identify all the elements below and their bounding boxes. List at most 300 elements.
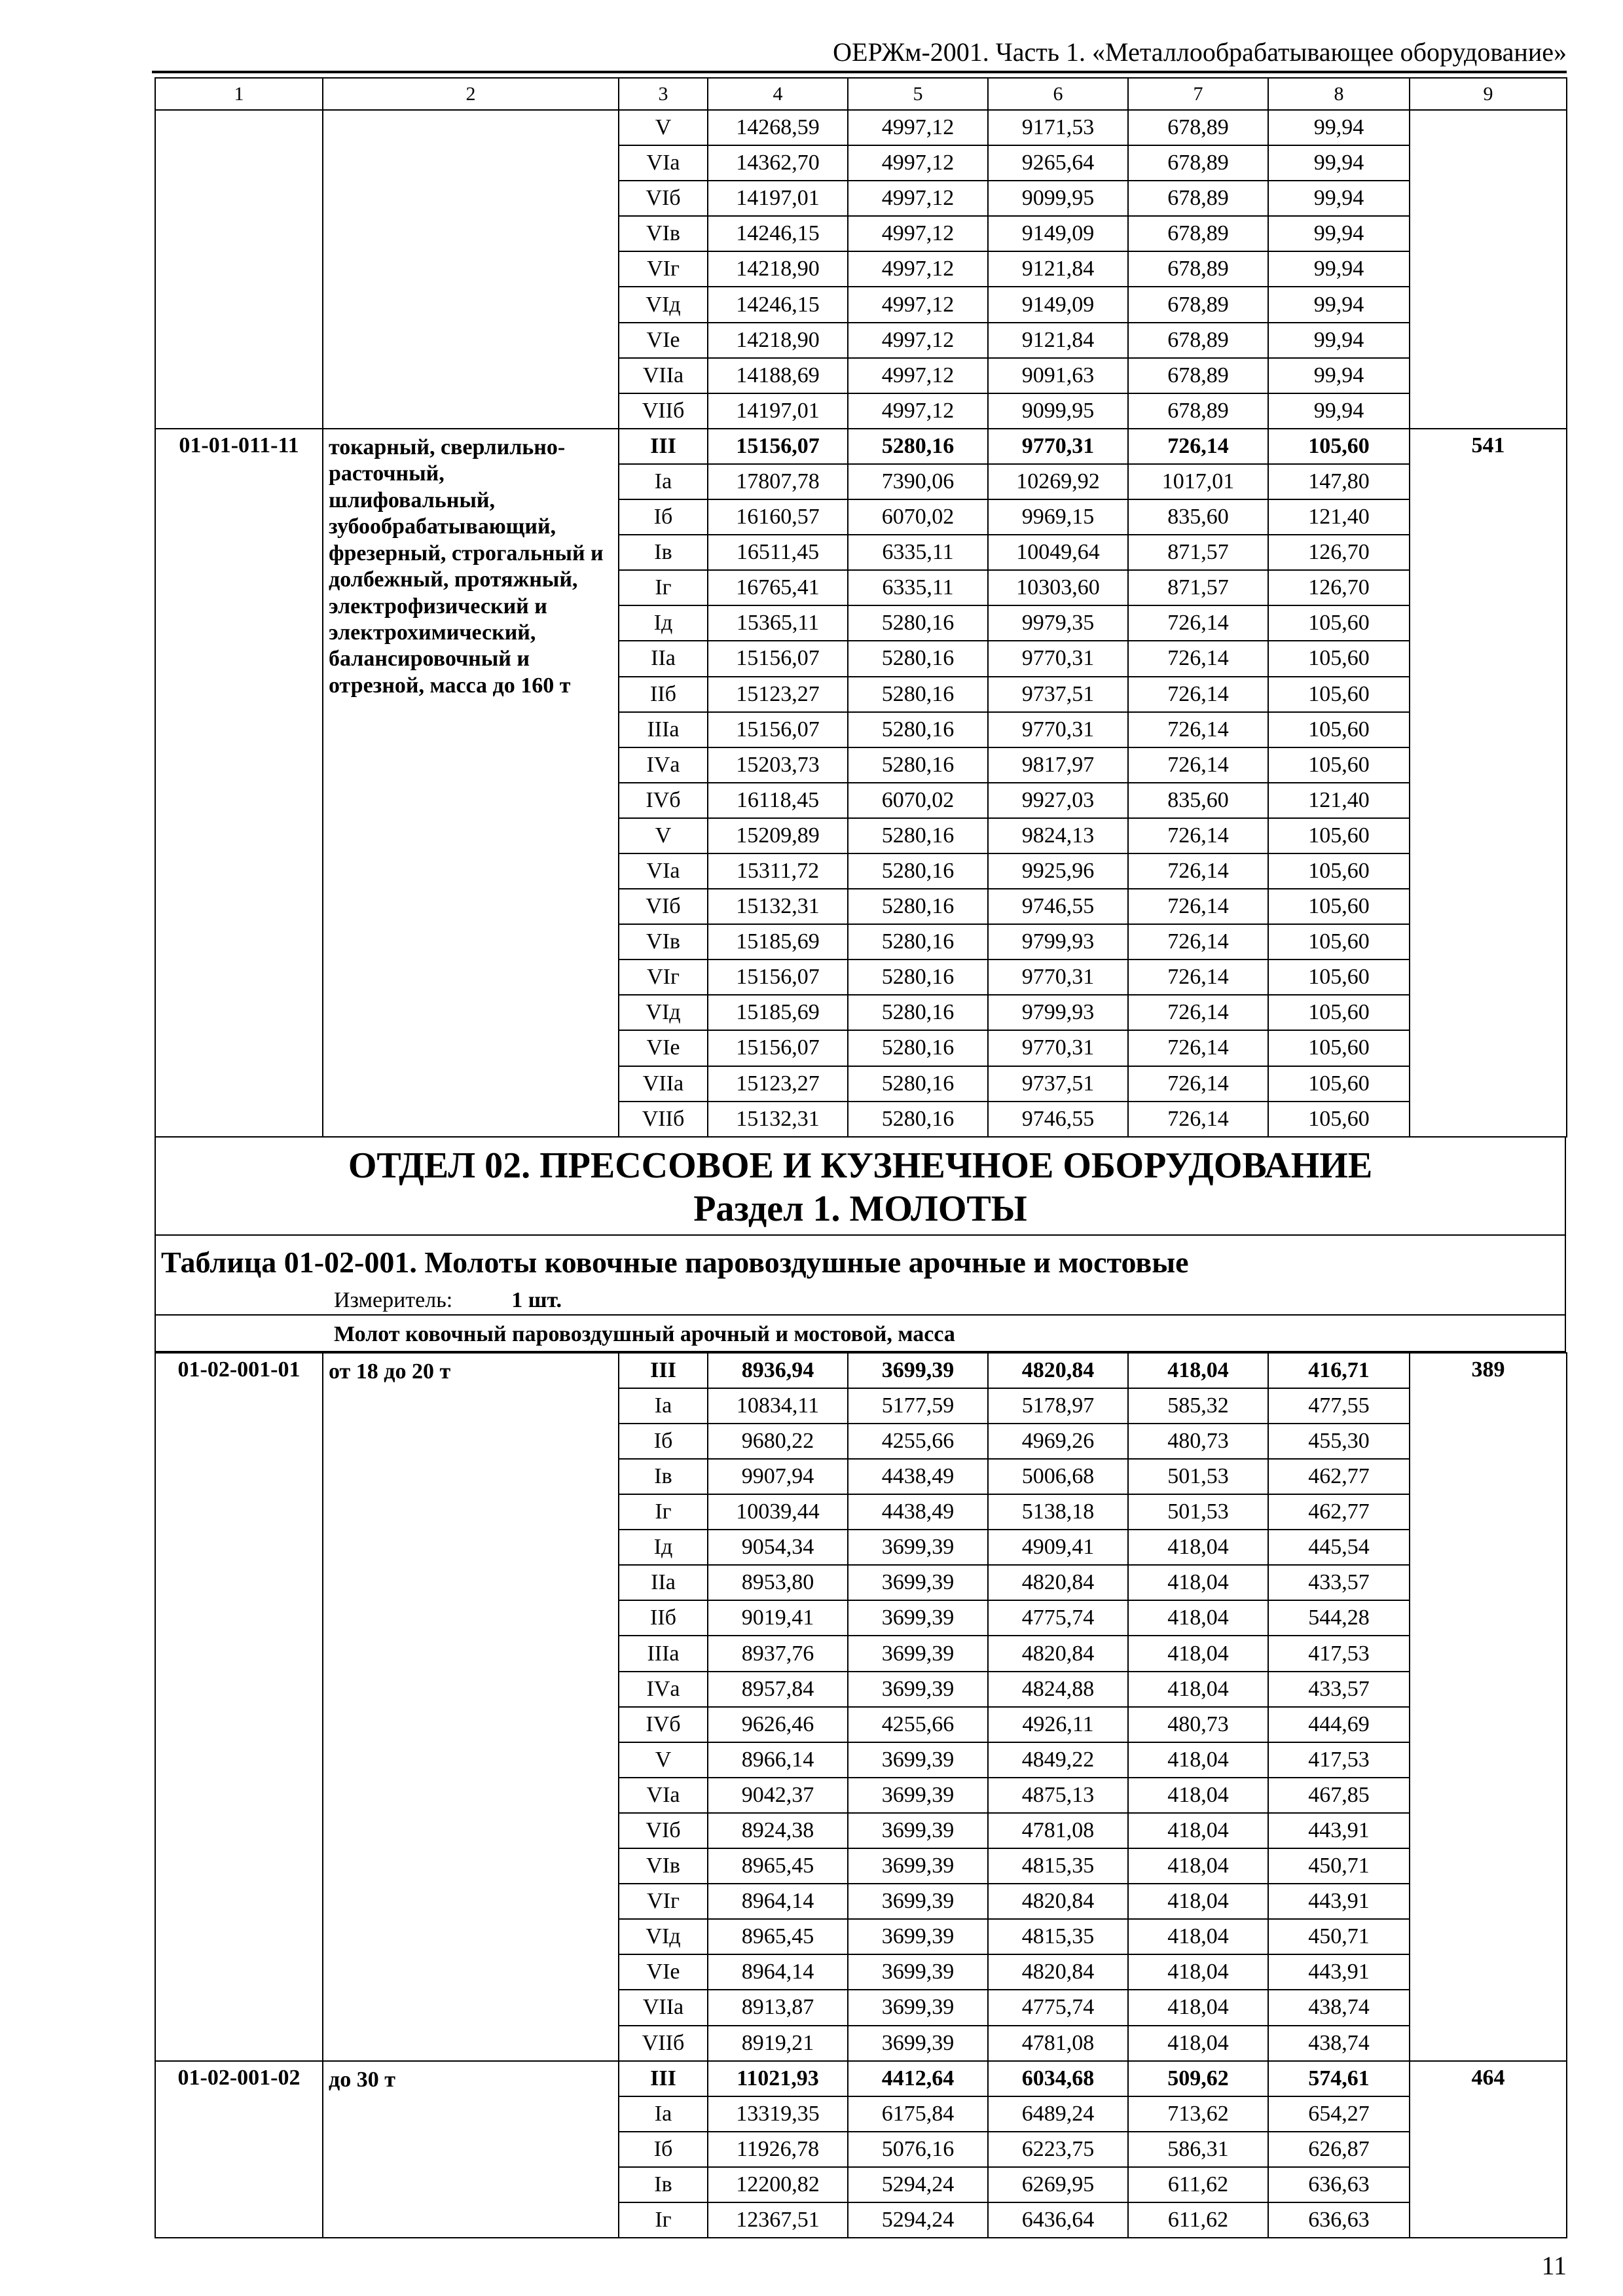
value-cell: 4997,12: [848, 181, 988, 216]
value-cell: 9091,63: [988, 358, 1128, 393]
value-cell: 9799,93: [988, 924, 1128, 960]
zone-cell: IIа: [619, 1565, 708, 1600]
value-cell: 3699,39: [848, 1742, 988, 1778]
zone-cell: VIа: [619, 853, 708, 889]
value-cell: 444,69: [1268, 1707, 1410, 1742]
value-cell: 418,04: [1128, 1778, 1268, 1813]
item-price-cell: [1410, 110, 1567, 429]
value-cell: 726,14: [1128, 1030, 1268, 1066]
value-cell: 8937,76: [708, 1636, 848, 1671]
zone-cell: VIд: [619, 995, 708, 1030]
value-cell: 5177,59: [848, 1388, 988, 1424]
table-title: Таблица 01-02-001. Молоты ковочные паровоздушные арочные и мостовые: [161, 1245, 1189, 1279]
item-name-cell: от 18 до 20 т: [323, 1353, 619, 2061]
value-cell: 14218,90: [708, 251, 848, 287]
value-cell: 4820,84: [988, 1353, 1128, 1388]
section-title: ОТДЕЛ 02. ПРЕССОВОЕ И КУЗНЕЧНОЕ ОБОРУДОВАНИЕ: [348, 1145, 1373, 1186]
value-cell: 455,30: [1268, 1424, 1410, 1459]
table-row: [155, 429, 1567, 464]
value-cell: 105,60: [1268, 641, 1410, 676]
zone-cell: Iг: [619, 1494, 708, 1530]
zone-cell: VIе: [619, 1954, 708, 1990]
value-cell: 3699,39: [848, 1636, 988, 1671]
column-number: 4: [708, 78, 848, 110]
value-cell: 9969,15: [988, 499, 1128, 535]
value-cell: 12200,82: [708, 2167, 848, 2202]
value-cell: 15156,07: [708, 1030, 848, 1066]
value-cell: 9746,55: [988, 889, 1128, 924]
value-cell: 9979,35: [988, 605, 1128, 641]
value-cell: 678,89: [1128, 181, 1268, 216]
column-number: 6: [988, 78, 1128, 110]
value-cell: 4775,74: [988, 1990, 1128, 2025]
value-cell: 433,57: [1268, 1565, 1410, 1600]
value-cell: 418,04: [1128, 1990, 1268, 2025]
value-cell: 9824,13: [988, 818, 1128, 853]
value-cell: 11021,93: [708, 2061, 848, 2096]
value-cell: 4849,22: [988, 1742, 1128, 1778]
value-cell: 6034,68: [988, 2061, 1128, 2096]
value-cell: 4815,35: [988, 1848, 1128, 1884]
zone-cell: Iа: [619, 464, 708, 499]
value-cell: 6335,11: [848, 535, 988, 570]
value-cell: 105,60: [1268, 747, 1410, 783]
zone-cell: VIIб: [619, 1102, 708, 1137]
value-cell: 12367,51: [708, 2202, 848, 2238]
value-cell: 8965,45: [708, 1919, 848, 1954]
value-cell: 418,04: [1128, 1919, 1268, 1954]
value-cell: 467,85: [1268, 1778, 1410, 1813]
value-cell: 9099,95: [988, 181, 1128, 216]
value-cell: 105,60: [1268, 677, 1410, 712]
value-cell: 5280,16: [848, 995, 988, 1030]
value-cell: 5006,68: [988, 1459, 1128, 1494]
value-cell: 501,53: [1128, 1494, 1268, 1530]
value-cell: 99,94: [1268, 323, 1410, 358]
value-cell: 147,80: [1268, 464, 1410, 499]
value-cell: 16160,57: [708, 499, 848, 535]
unit-line: [334, 1288, 562, 1313]
value-cell: 626,87: [1268, 2132, 1410, 2167]
header-divider: [152, 71, 1567, 73]
value-cell: 5294,24: [848, 2167, 988, 2202]
value-cell: 105,60: [1268, 712, 1410, 747]
value-cell: 3699,39: [848, 1530, 988, 1565]
value-cell: 9121,84: [988, 251, 1128, 287]
value-cell: 4255,66: [848, 1424, 988, 1459]
zone-cell: IVа: [619, 1672, 708, 1707]
zone-cell: Iг: [619, 570, 708, 605]
value-cell: 3699,39: [848, 1848, 988, 1884]
value-cell: 16511,45: [708, 535, 848, 570]
item-name-cell: до 30 т: [323, 2061, 619, 2238]
value-cell: 11926,78: [708, 2132, 848, 2167]
value-cell: 6070,02: [848, 783, 988, 818]
value-cell: 14362,70: [708, 145, 848, 181]
value-cell: 9149,09: [988, 216, 1128, 251]
value-cell: 417,53: [1268, 1742, 1410, 1778]
item-price-cell: 464: [1410, 2061, 1567, 2238]
value-cell: 5294,24: [848, 2202, 988, 2238]
value-cell: 8919,21: [708, 2026, 848, 2061]
zone-cell: Iв: [619, 535, 708, 570]
zone-cell: IIIа: [619, 1636, 708, 1671]
value-cell: 121,40: [1268, 783, 1410, 818]
value-cell: 9746,55: [988, 1102, 1128, 1137]
value-cell: 4255,66: [848, 1707, 988, 1742]
value-cell: 5178,97: [988, 1388, 1128, 1424]
value-cell: 3699,39: [848, 2026, 988, 2061]
value-cell: 15311,72: [708, 853, 848, 889]
value-cell: 9737,51: [988, 677, 1128, 712]
value-cell: 5280,16: [848, 605, 988, 641]
value-cell: 99,94: [1268, 358, 1410, 393]
value-cell: 443,91: [1268, 1813, 1410, 1848]
value-cell: 9121,84: [988, 323, 1128, 358]
value-cell: 433,57: [1268, 1672, 1410, 1707]
value-cell: 4997,12: [848, 145, 988, 181]
value-cell: 5280,16: [848, 924, 988, 960]
zone-cell: VIа: [619, 1778, 708, 1813]
zone-cell: Iг: [619, 2202, 708, 2238]
value-cell: 8957,84: [708, 1672, 848, 1707]
value-cell: 105,60: [1268, 1066, 1410, 1102]
value-cell: 126,70: [1268, 570, 1410, 605]
value-cell: 5076,16: [848, 2132, 988, 2167]
value-cell: 16118,45: [708, 783, 848, 818]
zone-cell: VIб: [619, 1813, 708, 1848]
value-cell: 678,89: [1128, 393, 1268, 429]
value-cell: 835,60: [1128, 783, 1268, 818]
table-row: [155, 1353, 1567, 1388]
zone-cell: IIа: [619, 641, 708, 676]
value-cell: 713,62: [1128, 2096, 1268, 2132]
value-cell: 8924,38: [708, 1813, 848, 1848]
value-cell: 5280,16: [848, 712, 988, 747]
value-cell: 105,60: [1268, 960, 1410, 995]
zone-cell: V: [619, 818, 708, 853]
value-cell: 10269,92: [988, 464, 1128, 499]
value-cell: 726,14: [1128, 605, 1268, 641]
section-subtitle: Раздел 1. МОЛОТЫ: [693, 1188, 1027, 1229]
value-cell: 726,14: [1128, 677, 1268, 712]
value-cell: 9054,34: [708, 1530, 848, 1565]
value-cell: 9626,46: [708, 1707, 848, 1742]
value-cell: 574,61: [1268, 2061, 1410, 2096]
zone-cell: VIIа: [619, 1066, 708, 1102]
value-cell: 418,04: [1128, 2026, 1268, 2061]
value-cell: 9817,97: [988, 747, 1128, 783]
value-cell: 678,89: [1128, 287, 1268, 322]
table-title-block: [155, 1236, 1566, 1316]
zone-cell: VIе: [619, 1030, 708, 1066]
value-cell: 678,89: [1128, 251, 1268, 287]
value-cell: 99,94: [1268, 393, 1410, 429]
zone-cell: Iб: [619, 499, 708, 535]
value-cell: 14218,90: [708, 323, 848, 358]
value-cell: 678,89: [1128, 110, 1268, 145]
value-cell: 15123,27: [708, 677, 848, 712]
value-cell: 509,62: [1128, 2061, 1268, 2096]
value-cell: 726,14: [1128, 995, 1268, 1030]
value-cell: 6335,11: [848, 570, 988, 605]
value-cell: 6175,84: [848, 2096, 988, 2132]
value-cell: 418,04: [1128, 1884, 1268, 1919]
value-cell: 15132,31: [708, 889, 848, 924]
value-cell: 99,94: [1268, 287, 1410, 322]
zone-cell: Iб: [619, 1424, 708, 1459]
zone-cell: VIг: [619, 1884, 708, 1919]
zone-cell: Iв: [619, 1459, 708, 1494]
value-cell: 418,04: [1128, 1742, 1268, 1778]
unit-value: 1 шт.: [511, 1287, 562, 1312]
item-name-cell: токарный, сверлильно-расточный, шлифовальный, зубообрабатывающий, фрезерный, строгальный и долбежный, протяжный, электрофизический и электрохимический, балансировочный и отрезной, масса до 160 т: [323, 429, 619, 1137]
zone-cell: III: [619, 2061, 708, 2096]
table-row: [155, 2061, 1567, 2096]
zone-cell: Iа: [619, 2096, 708, 2132]
zone-cell: IVб: [619, 1707, 708, 1742]
zone-cell: VIв: [619, 216, 708, 251]
value-cell: 9171,53: [988, 110, 1128, 145]
value-cell: 4969,26: [988, 1424, 1128, 1459]
value-cell: 6436,64: [988, 2202, 1128, 2238]
value-cell: 4820,84: [988, 1565, 1128, 1600]
value-cell: 443,91: [1268, 1954, 1410, 1990]
zone-cell: VIг: [619, 960, 708, 995]
value-cell: 3699,39: [848, 1884, 988, 1919]
value-cell: 9149,09: [988, 287, 1128, 322]
item-price-cell: 541: [1410, 429, 1567, 1137]
zone-cell: VIг: [619, 251, 708, 287]
zone-cell: IIб: [619, 1600, 708, 1636]
value-cell: 3699,39: [848, 1672, 988, 1707]
zone-cell: V: [619, 1742, 708, 1778]
value-cell: 4909,41: [988, 1530, 1128, 1565]
value-cell: 15156,07: [708, 960, 848, 995]
value-cell: 418,04: [1128, 1565, 1268, 1600]
value-cell: 835,60: [1128, 499, 1268, 535]
zone-cell: VIIб: [619, 393, 708, 429]
value-cell: 15123,27: [708, 1066, 848, 1102]
value-cell: 678,89: [1128, 323, 1268, 358]
value-cell: 438,74: [1268, 2026, 1410, 2061]
value-cell: 726,14: [1128, 1066, 1268, 1102]
value-cell: 544,28: [1268, 1600, 1410, 1636]
value-cell: 99,94: [1268, 181, 1410, 216]
item-price-cell: 389: [1410, 1353, 1567, 2061]
zone-cell: VIв: [619, 924, 708, 960]
value-cell: 418,04: [1128, 1672, 1268, 1707]
value-cell: 4820,84: [988, 1954, 1128, 1990]
value-cell: 438,74: [1268, 1990, 1410, 2025]
value-cell: 9770,31: [988, 429, 1128, 464]
value-cell: 13319,35: [708, 2096, 848, 2132]
zone-cell: Iа: [619, 1388, 708, 1424]
value-cell: 480,73: [1128, 1424, 1268, 1459]
value-cell: 477,55: [1268, 1388, 1410, 1424]
column-number: 5: [848, 78, 988, 110]
value-cell: 15209,89: [708, 818, 848, 853]
zone-cell: VIб: [619, 889, 708, 924]
value-cell: 9927,03: [988, 783, 1128, 818]
zone-cell: Iб: [619, 2132, 708, 2167]
value-cell: 4815,35: [988, 1919, 1128, 1954]
value-cell: 4997,12: [848, 251, 988, 287]
value-cell: 480,73: [1128, 1707, 1268, 1742]
value-cell: 126,70: [1268, 535, 1410, 570]
value-cell: 418,04: [1128, 1954, 1268, 1990]
value-cell: 5280,16: [848, 747, 988, 783]
value-cell: 726,14: [1128, 429, 1268, 464]
value-cell: 105,60: [1268, 1030, 1410, 1066]
zone-cell: Iв: [619, 2167, 708, 2202]
value-cell: 6489,24: [988, 2096, 1128, 2132]
value-cell: 105,60: [1268, 1102, 1410, 1137]
value-cell: 636,63: [1268, 2202, 1410, 2238]
column-number: 3: [619, 78, 708, 110]
value-cell: 5280,16: [848, 641, 988, 676]
column-numbers-row: [155, 78, 1567, 110]
value-cell: 1017,01: [1128, 464, 1268, 499]
value-cell: 611,62: [1128, 2202, 1268, 2238]
value-cell: 9925,96: [988, 853, 1128, 889]
zone-cell: IVб: [619, 783, 708, 818]
value-cell: 726,14: [1128, 960, 1268, 995]
zone-cell: VIIа: [619, 358, 708, 393]
value-cell: 14246,15: [708, 216, 848, 251]
value-cell: 9737,51: [988, 1066, 1128, 1102]
value-cell: 3699,39: [848, 1990, 988, 2025]
item-code-cell: [155, 110, 323, 429]
group-label: Молот ковочный паровоздушный арочный и мостовой, масса: [334, 1321, 955, 1346]
value-cell: 416,71: [1268, 1353, 1410, 1388]
value-cell: 450,71: [1268, 1919, 1410, 1954]
value-cell: 4997,12: [848, 358, 988, 393]
value-cell: 585,32: [1128, 1388, 1268, 1424]
value-cell: 9042,37: [708, 1778, 848, 1813]
value-cell: 4781,08: [988, 2026, 1128, 2061]
item-name-cell: [323, 110, 619, 429]
value-cell: 10049,64: [988, 535, 1128, 570]
value-cell: 418,04: [1128, 1813, 1268, 1848]
price-table: [155, 77, 1566, 2238]
column-number: 2: [323, 78, 619, 110]
value-cell: 4926,11: [988, 1707, 1128, 1742]
value-cell: 9099,95: [988, 393, 1128, 429]
unit-label: Измеритель:: [334, 1287, 453, 1312]
value-cell: 99,94: [1268, 145, 1410, 181]
value-cell: 3699,39: [848, 1954, 988, 1990]
value-cell: 15365,11: [708, 605, 848, 641]
value-cell: 9907,94: [708, 1459, 848, 1494]
value-cell: 15185,69: [708, 924, 848, 960]
zone-cell: III: [619, 429, 708, 464]
value-cell: 5280,16: [848, 1102, 988, 1137]
value-cell: 4824,88: [988, 1672, 1128, 1707]
group-heading: [155, 1316, 1566, 1352]
value-cell: 418,04: [1128, 1353, 1268, 1388]
value-cell: 10303,60: [988, 570, 1128, 605]
value-cell: 14188,69: [708, 358, 848, 393]
value-cell: 121,40: [1268, 499, 1410, 535]
value-cell: 5280,16: [848, 429, 988, 464]
value-cell: 8965,45: [708, 1848, 848, 1884]
value-cell: 6070,02: [848, 499, 988, 535]
value-cell: 99,94: [1268, 251, 1410, 287]
zone-cell: IIIа: [619, 712, 708, 747]
value-cell: 726,14: [1128, 853, 1268, 889]
value-cell: 9799,93: [988, 995, 1128, 1030]
value-cell: 726,14: [1128, 818, 1268, 853]
value-cell: 4997,12: [848, 323, 988, 358]
value-cell: 14246,15: [708, 287, 848, 322]
value-cell: 726,14: [1128, 747, 1268, 783]
value-cell: 105,60: [1268, 995, 1410, 1030]
value-cell: 4438,49: [848, 1459, 988, 1494]
value-cell: 3699,39: [848, 1565, 988, 1600]
value-cell: 5280,16: [848, 853, 988, 889]
table-row: [155, 110, 1567, 145]
value-cell: 3699,39: [848, 1600, 988, 1636]
value-cell: 8953,80: [708, 1565, 848, 1600]
value-cell: 678,89: [1128, 216, 1268, 251]
value-cell: 726,14: [1128, 924, 1268, 960]
zone-cell: Iд: [619, 605, 708, 641]
zone-cell: VIIб: [619, 2026, 708, 2061]
value-cell: 9265,64: [988, 145, 1128, 181]
value-cell: 15132,31: [708, 1102, 848, 1137]
value-cell: 105,60: [1268, 889, 1410, 924]
item-code-cell: 01-01-011-11: [155, 429, 323, 1137]
value-cell: 3699,39: [848, 1919, 988, 1954]
value-cell: 611,62: [1128, 2167, 1268, 2202]
running-header: ОЕРЖм-2001. Часть 1. «Металлообрабатывающее оборудование»: [833, 37, 1567, 67]
value-cell: 8964,14: [708, 1884, 848, 1919]
value-cell: 871,57: [1128, 570, 1268, 605]
zone-cell: VIа: [619, 145, 708, 181]
zone-cell: VIIа: [619, 1990, 708, 2025]
value-cell: 4438,49: [848, 1494, 988, 1530]
value-cell: 586,31: [1128, 2132, 1268, 2167]
column-number: 7: [1128, 78, 1268, 110]
value-cell: 7390,06: [848, 464, 988, 499]
value-cell: 15156,07: [708, 429, 848, 464]
value-cell: 871,57: [1128, 535, 1268, 570]
zone-cell: VIб: [619, 181, 708, 216]
value-cell: 418,04: [1128, 1636, 1268, 1671]
value-cell: 501,53: [1128, 1459, 1268, 1494]
value-cell: 726,14: [1128, 712, 1268, 747]
value-cell: 15156,07: [708, 641, 848, 676]
value-cell: 5280,16: [848, 960, 988, 995]
value-cell: 4781,08: [988, 1813, 1128, 1848]
section-heading: [155, 1138, 1566, 1236]
value-cell: 5280,16: [848, 677, 988, 712]
value-cell: 418,04: [1128, 1600, 1268, 1636]
value-cell: 8913,87: [708, 1990, 848, 2025]
table-part-1: [155, 77, 1567, 1138]
value-cell: 9770,31: [988, 1030, 1128, 1066]
value-cell: 10834,11: [708, 1388, 848, 1424]
zone-cell: Iд: [619, 1530, 708, 1565]
value-cell: 16765,41: [708, 570, 848, 605]
value-cell: 3699,39: [848, 1353, 988, 1388]
value-cell: 445,54: [1268, 1530, 1410, 1565]
zone-cell: VIв: [619, 1848, 708, 1884]
value-cell: 14197,01: [708, 393, 848, 429]
page-number: 11: [1541, 2251, 1567, 2280]
value-cell: 418,04: [1128, 1530, 1268, 1565]
